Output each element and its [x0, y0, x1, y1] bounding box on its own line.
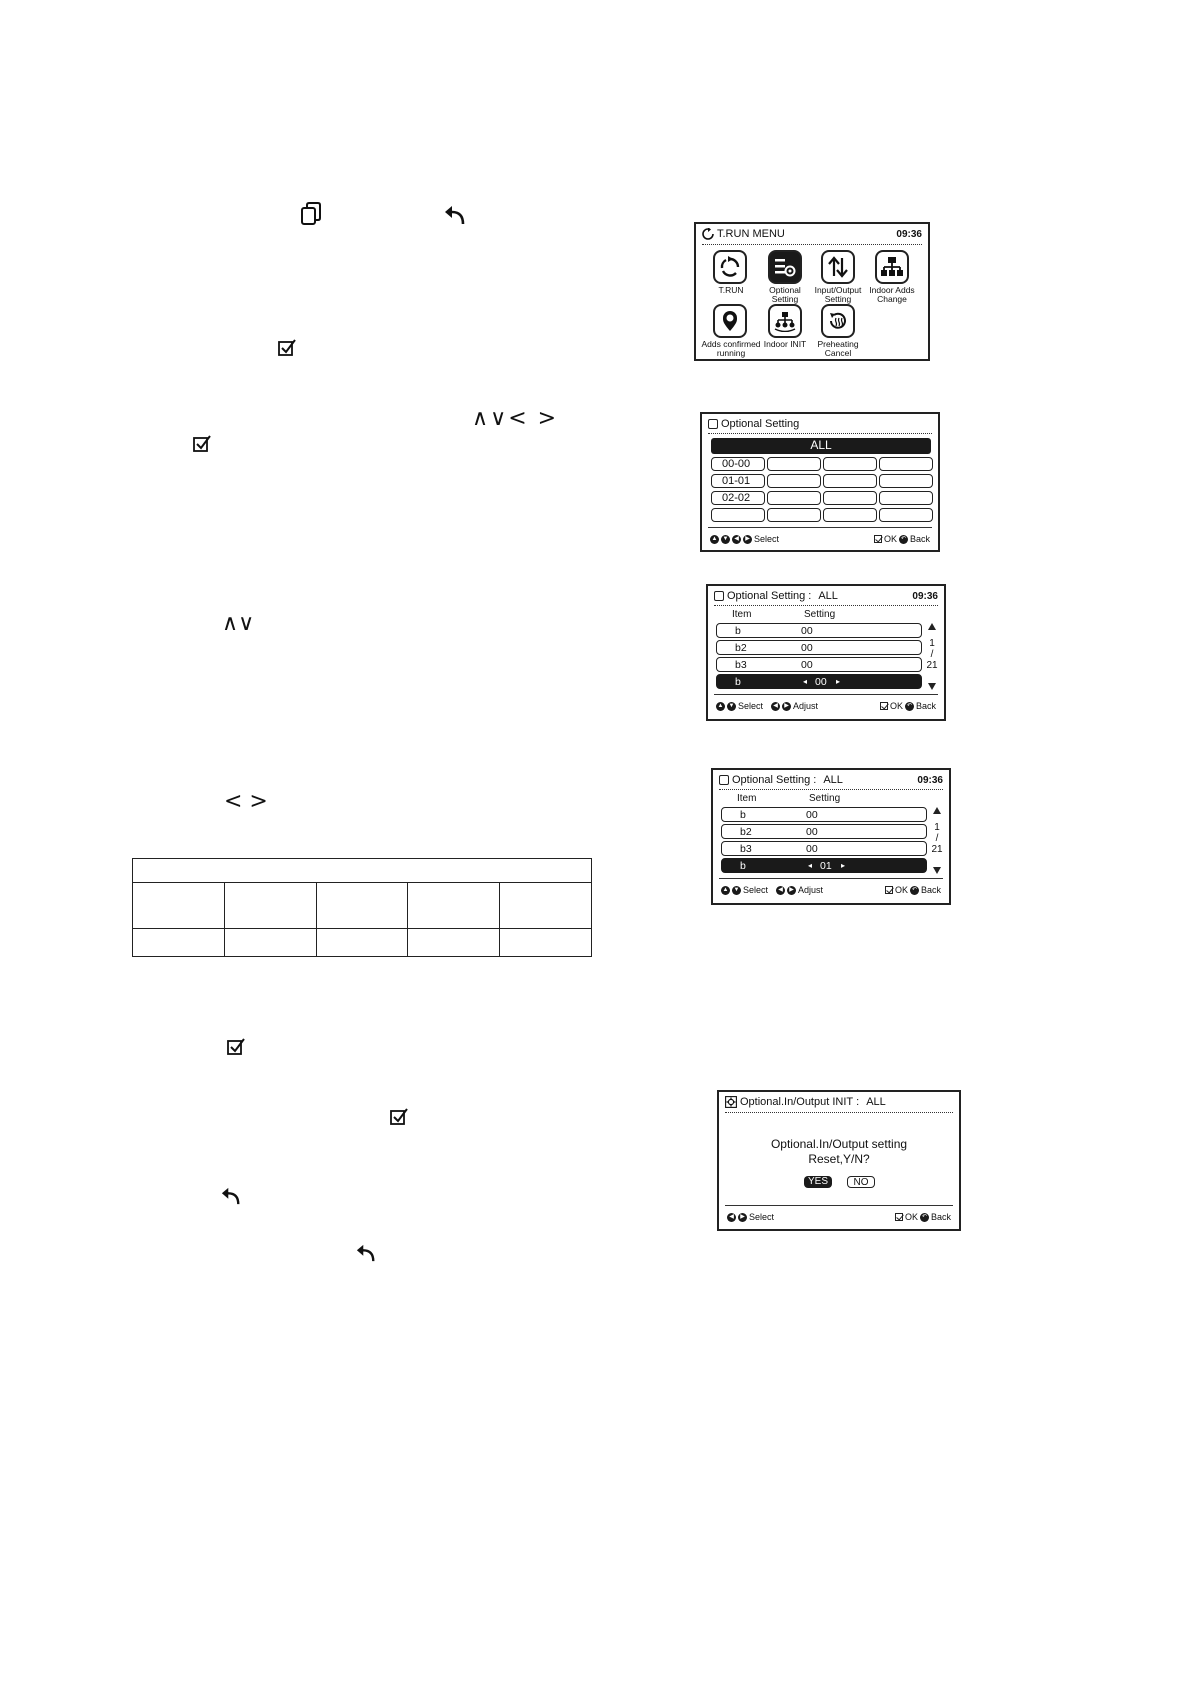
label-line: running — [716, 347, 746, 358]
right-arrow-icon: ▸ — [841, 861, 846, 870]
io-init-screen — [717, 1090, 961, 1231]
table-cell — [408, 883, 500, 929]
back-button-icon: ↶ — [921, 1213, 927, 1220]
screen-title-text: Optional.In/Output INIT — [740, 1096, 854, 1108]
label-line: Setting — [824, 293, 852, 304]
footer-select-text: Select — [754, 534, 780, 544]
title-mode: ALL — [823, 774, 843, 786]
label-line: Indoor Adds — [869, 285, 915, 295]
back-icon — [444, 204, 466, 226]
scroll-up-icon[interactable] — [933, 807, 941, 814]
indoor-init-label — [755, 340, 815, 349]
title-mode: ALL — [818, 590, 838, 602]
divider — [725, 1112, 953, 1113]
check-icon — [193, 435, 211, 453]
no-button[interactable]: NO — [847, 1176, 875, 1188]
row-item: b — [740, 809, 746, 821]
footer-select-text: Select — [743, 885, 769, 895]
row-item: b3 — [735, 659, 747, 671]
footer-ok-back — [895, 1212, 951, 1222]
input-output-setting-label — [808, 286, 868, 303]
pager — [930, 822, 944, 855]
indoor-adds-change-icon[interactable] — [875, 250, 909, 284]
right-arrow-icon: ▸ — [836, 677, 841, 686]
right-button-icon: ▶ — [787, 886, 796, 895]
trun-label — [701, 286, 761, 295]
row-item: b — [740, 860, 746, 872]
option-cell[interactable] — [823, 457, 877, 471]
title-colon: : — [856, 1096, 860, 1108]
label-line: Indoor INIT — [763, 339, 807, 349]
option-cell[interactable] — [767, 508, 821, 522]
back-button-icon: ↶ — [906, 702, 912, 709]
option-cell[interactable]: 00-00 — [711, 457, 765, 471]
row-setting: 00 — [806, 843, 818, 855]
left-arrow-icon: ◂ — [803, 677, 808, 686]
gear-icon — [725, 1096, 737, 1108]
option-cell[interactable]: 01-01 — [711, 474, 765, 488]
leftright-arrows: < > — [224, 789, 268, 814]
check-icon — [227, 1038, 245, 1056]
option-cell[interactable] — [879, 474, 933, 488]
label-line: Preheating — [817, 339, 859, 349]
table-cell — [316, 883, 408, 929]
table-cell — [408, 929, 500, 957]
option-cell[interactable] — [823, 508, 877, 522]
down-button-icon: ▼ — [728, 702, 735, 709]
indoor-init-icon[interactable] — [768, 304, 802, 338]
refresh-icon — [702, 228, 714, 240]
option-cell[interactable] — [879, 508, 933, 522]
label-line: Cancel — [824, 347, 852, 358]
row-setting: 00 — [801, 625, 813, 637]
footer-ok-text: OK — [904, 1212, 918, 1222]
option-cell[interactable] — [767, 457, 821, 471]
footer-ok-text: OK — [889, 701, 903, 711]
table-row[interactable] — [721, 824, 927, 839]
table-cell — [133, 929, 225, 957]
col-setting: Setting — [809, 793, 841, 804]
screen-title — [725, 1096, 886, 1108]
list-icon — [708, 419, 718, 429]
footer-select — [721, 885, 823, 895]
yes-button[interactable]: YES — [804, 1176, 832, 1188]
trun-icon[interactable] — [713, 250, 747, 284]
screen-title — [719, 774, 843, 786]
clock: 09:36 — [912, 591, 938, 602]
footer-select — [710, 534, 779, 544]
option-cell[interactable] — [767, 491, 821, 505]
ok-check-icon — [885, 886, 893, 894]
adds-confirmed-running-icon[interactable] — [713, 304, 747, 338]
optional-setting-item-screen — [706, 584, 946, 721]
footer-back-text: Back — [920, 885, 941, 895]
divider — [725, 1205, 953, 1206]
screen-title — [708, 418, 799, 430]
col-item: Item — [737, 793, 757, 804]
label-line: Change — [877, 293, 907, 304]
table-cell — [224, 883, 316, 929]
indoor-adds-change-label — [862, 286, 922, 303]
question-line: Optional.In/Output setting — [770, 1137, 908, 1151]
back-icon — [221, 1186, 241, 1206]
title-colon: : — [813, 774, 817, 786]
option-cell[interactable] — [879, 491, 933, 505]
row-setting: 01 — [820, 860, 832, 872]
adds-confirmed-label — [701, 340, 761, 357]
copy-icon — [300, 202, 322, 226]
col-item: Item — [732, 609, 752, 620]
row-item: b2 — [735, 642, 747, 654]
table-cell — [224, 929, 316, 957]
up-button-icon: ▲ — [711, 535, 718, 542]
table-cell — [500, 883, 592, 929]
updown-leftright-arrows: ∧∨< > — [472, 406, 559, 431]
scroll-down-icon[interactable] — [928, 683, 936, 690]
table-row[interactable] — [716, 623, 922, 638]
right-button-icon: ▶ — [743, 535, 752, 544]
down-button-icon: ▼ — [733, 886, 740, 893]
row-setting: 00 — [806, 809, 818, 821]
left-button-icon: ◀ — [771, 702, 780, 711]
label-line: T.RUN — [718, 285, 744, 295]
table-row[interactable] — [716, 640, 922, 655]
divider — [719, 878, 943, 879]
footer-back-text: Back — [909, 534, 930, 544]
optional-setting-item-screen-adjusted — [711, 768, 951, 905]
option-cell[interactable] — [823, 491, 877, 505]
input-output-setting-icon[interactable] — [821, 250, 855, 284]
footer-adjust-text: Adjust — [798, 885, 824, 895]
option-cell[interactable] — [879, 457, 933, 471]
divider — [719, 789, 943, 790]
label-line: Adds confirmed — [701, 339, 761, 349]
row-item: b3 — [740, 843, 752, 855]
option-cell[interactable] — [823, 474, 877, 488]
table-header-cell — [133, 859, 592, 883]
table-cell — [500, 929, 592, 957]
label-line: Optional — [769, 285, 801, 295]
ok-check-icon — [880, 702, 888, 710]
left-arrow-icon: ◂ — [808, 861, 813, 870]
optional-setting-screen — [700, 412, 940, 552]
right-button-icon: ▶ — [782, 702, 791, 711]
row-setting: 00 — [815, 676, 827, 688]
divider — [708, 527, 932, 528]
back-button-icon: ↶ — [900, 535, 906, 542]
updown-arrows: ∧∨ — [222, 611, 255, 636]
table-row[interactable] — [721, 807, 927, 822]
optional-setting-icon[interactable] — [768, 250, 802, 284]
row-setting: 00 — [801, 642, 813, 654]
clock: 09:36 — [896, 229, 922, 240]
preheating-cancel-icon[interactable] — [821, 304, 855, 338]
screen-title-text: T.RUN MENU — [717, 228, 785, 240]
table-row[interactable] — [716, 657, 922, 672]
footer-back-text: Back — [915, 701, 936, 711]
all-button[interactable]: ALL — [711, 438, 931, 454]
page-total: 21 — [926, 660, 938, 671]
screen-title-text: Optional Setting — [732, 774, 811, 786]
screen-title — [714, 590, 838, 602]
title-mode: ALL — [866, 1096, 886, 1108]
page-number: 1 — [929, 638, 935, 649]
footer-back-text: Back — [930, 1212, 951, 1222]
option-cell[interactable]: 02-02 — [711, 491, 765, 505]
table-row-selected[interactable] — [721, 858, 927, 873]
option-cell[interactable] — [767, 474, 821, 488]
left-button-icon: ◀ — [732, 535, 741, 544]
footer-ok-back — [880, 701, 936, 711]
ok-check-icon — [874, 535, 882, 543]
table-row[interactable] — [721, 841, 927, 856]
optional-setting-label — [755, 286, 815, 303]
down-button-icon: ▼ — [722, 535, 729, 542]
footer-select-text: Select — [749, 1212, 775, 1222]
up-button-icon: ▲ — [717, 702, 724, 709]
page-number: 1 — [934, 822, 940, 833]
divider — [702, 244, 922, 245]
clock: 09:36 — [917, 775, 943, 786]
pager — [925, 638, 939, 671]
footer-adjust-text: Adjust — [793, 701, 819, 711]
scroll-up-icon[interactable] — [928, 623, 936, 630]
page-slash: / — [935, 833, 939, 844]
row-item: b2 — [740, 826, 752, 838]
col-setting: Setting — [804, 609, 836, 620]
screen-title-text: Optional Setting — [721, 418, 800, 430]
footer-ok-text: OK — [894, 885, 908, 895]
up-button-icon: ▲ — [722, 886, 729, 893]
table-row-selected[interactable] — [716, 674, 922, 689]
footer-ok-back — [885, 885, 941, 895]
footer-ok-text: OK — [883, 534, 897, 544]
divider — [714, 694, 938, 695]
ok-check-icon — [895, 1213, 903, 1221]
reset-question — [719, 1137, 959, 1167]
right-button-icon: ▶ — [738, 1213, 747, 1222]
back-icon — [356, 1243, 376, 1263]
row-setting: 00 — [806, 826, 818, 838]
left-button-icon: ◀ — [727, 1213, 736, 1222]
scroll-down-icon[interactable] — [933, 867, 941, 874]
footer-ok-back — [874, 534, 930, 544]
table-cell — [133, 883, 225, 929]
back-button-icon: ↶ — [911, 886, 917, 893]
preheating-cancel-label — [808, 340, 868, 357]
footer-select — [727, 1212, 774, 1222]
screen-title — [702, 228, 785, 240]
footer-select-text: Select — [738, 701, 764, 711]
label-line: Input/Output — [814, 285, 862, 295]
left-button-icon: ◀ — [776, 886, 785, 895]
list-icon — [719, 775, 729, 785]
option-cell[interactable] — [711, 508, 765, 522]
title-colon: : — [808, 590, 812, 602]
trun-menu-screen — [694, 222, 930, 361]
screen-title-text: Optional Setting — [727, 590, 806, 602]
divider — [714, 605, 938, 606]
row-item: b — [735, 625, 741, 637]
page-slash: / — [930, 649, 934, 660]
check-icon — [278, 339, 296, 357]
question-line: Reset,Y/N? — [808, 1152, 870, 1166]
row-setting: 00 — [801, 659, 813, 671]
row-item: b — [735, 676, 741, 688]
settings-table — [132, 858, 592, 957]
list-icon — [714, 591, 724, 601]
divider — [708, 433, 932, 434]
footer-select — [716, 701, 818, 711]
check-icon — [390, 1108, 408, 1126]
label-line: Setting — [771, 293, 799, 304]
table-cell — [316, 929, 408, 957]
page-total: 21 — [931, 844, 943, 855]
